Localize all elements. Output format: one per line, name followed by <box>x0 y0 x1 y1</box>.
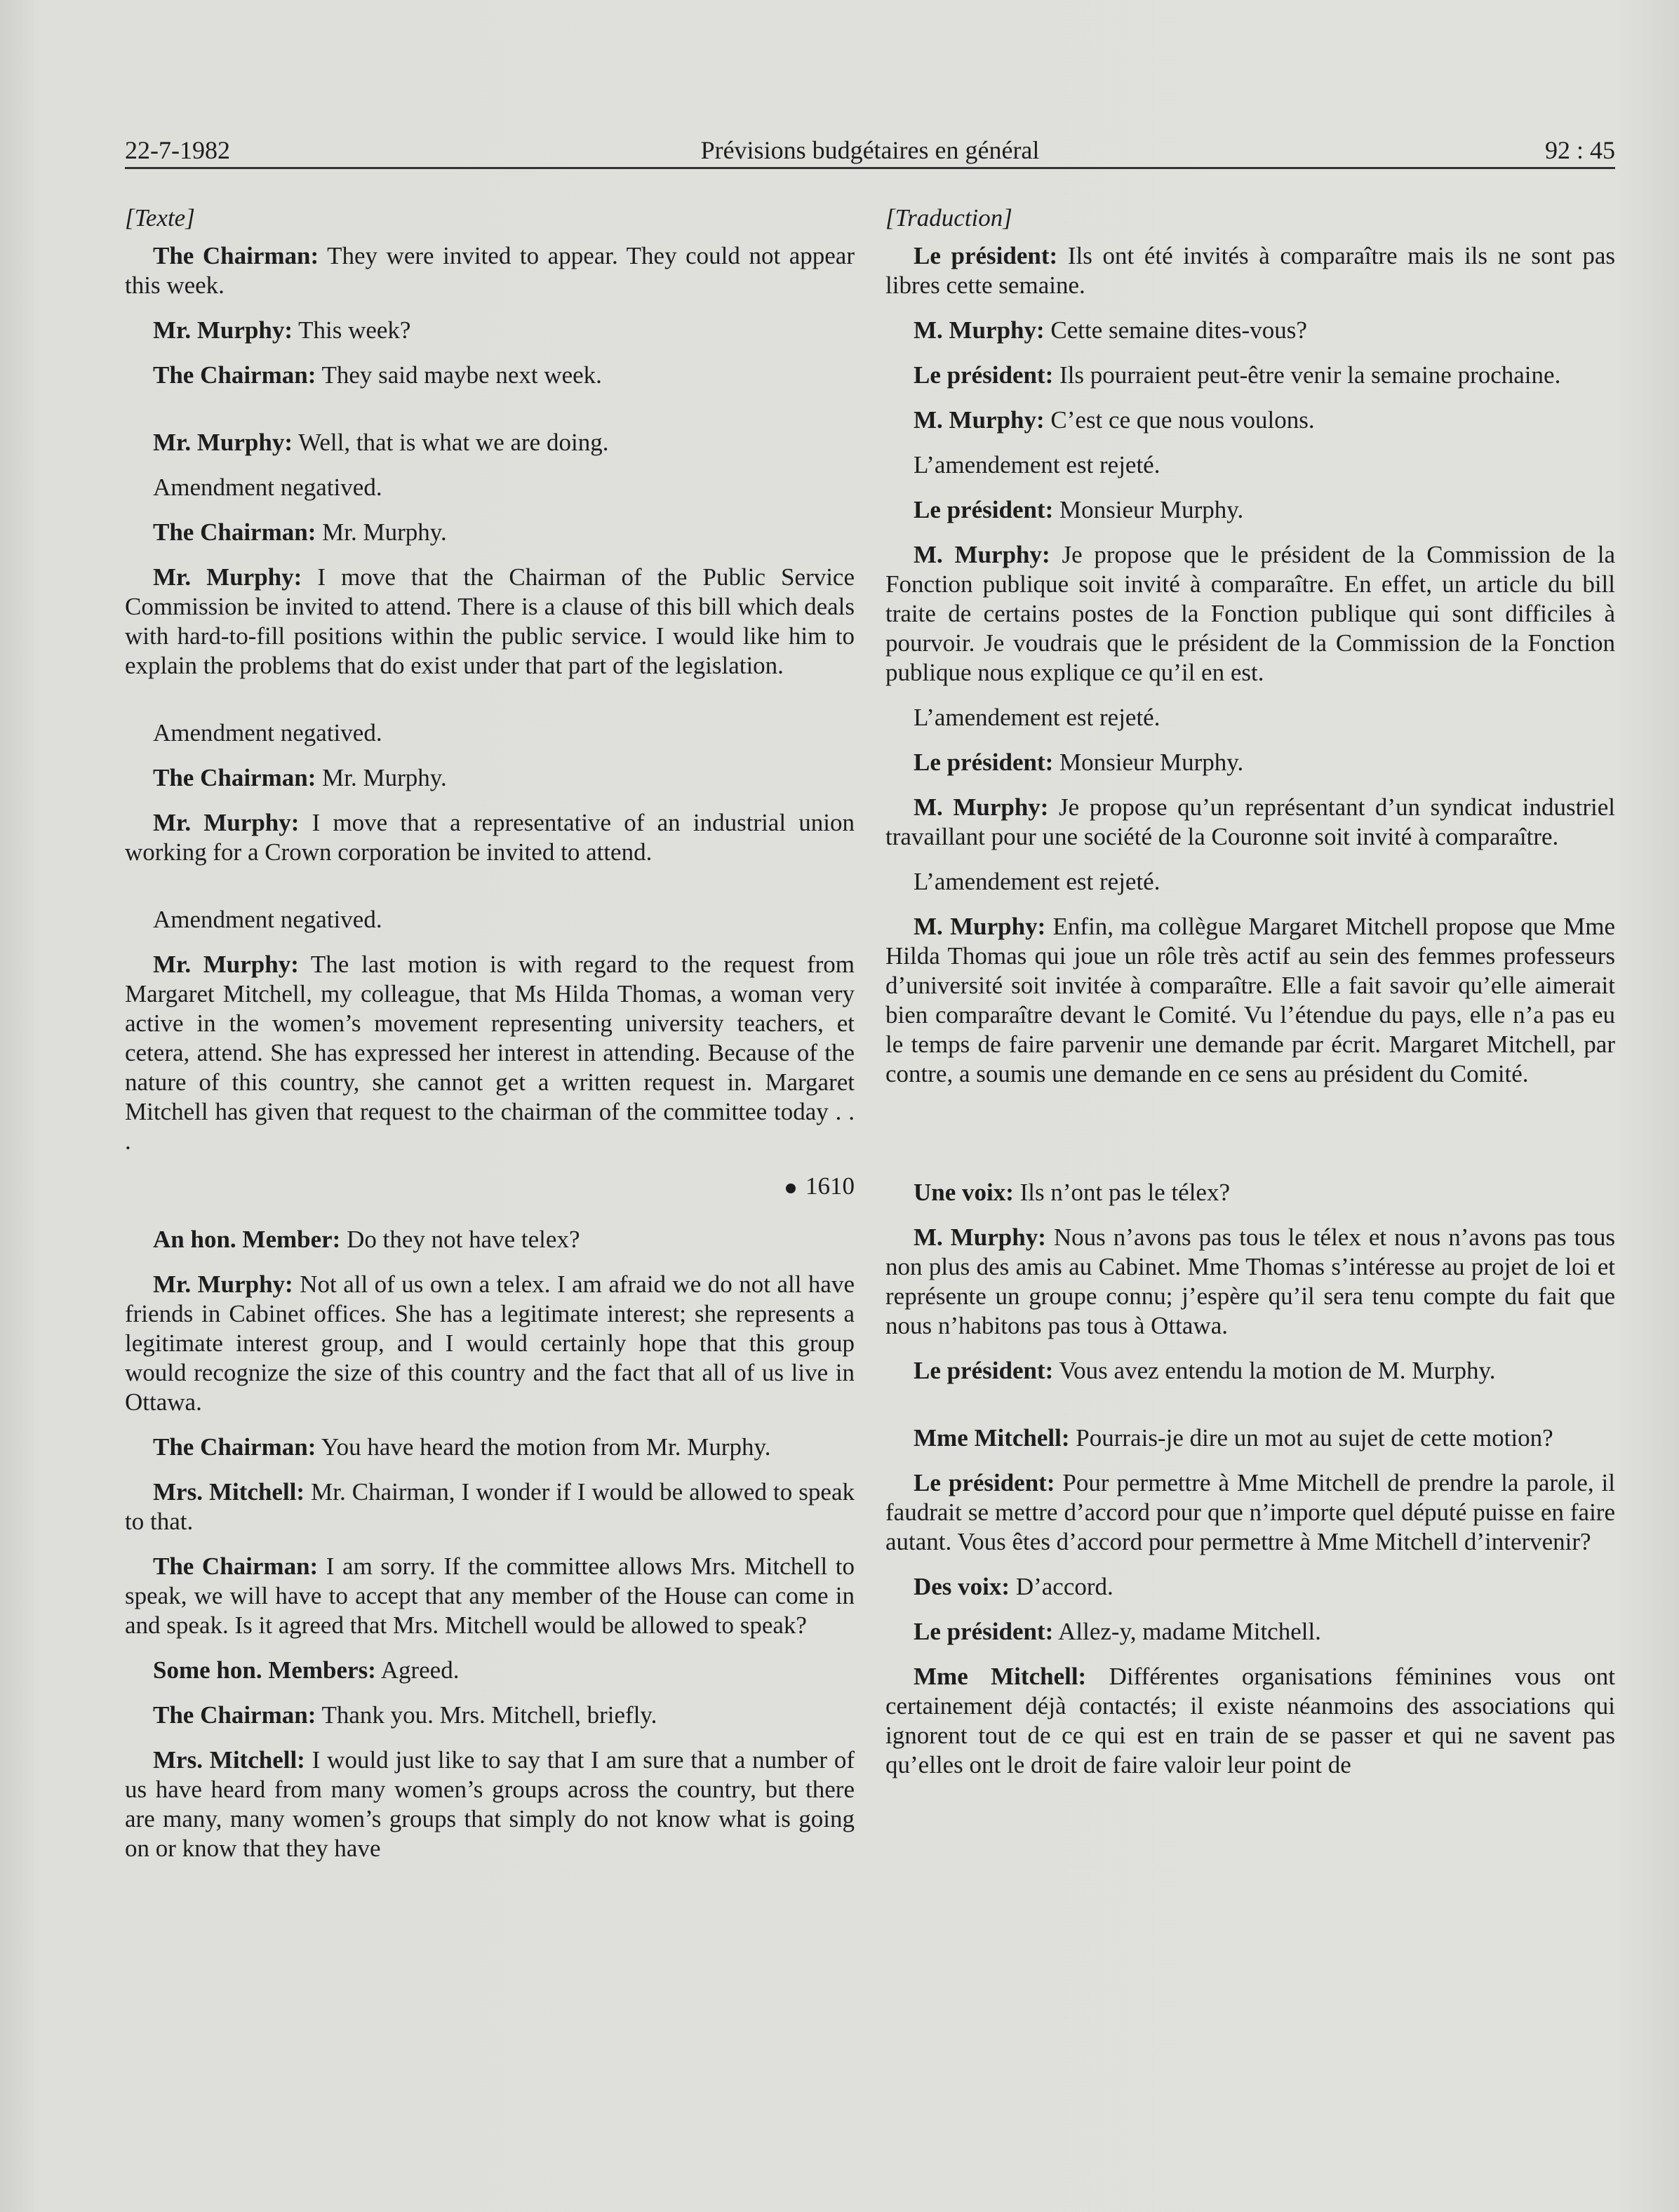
speech <box>125 316 855 345</box>
speech-text: This week? <box>292 316 411 344</box>
speech <box>125 518 855 547</box>
speech-text: Mr. Chairman, I wonder if I would be allowed to speak to that. <box>125 1478 855 1535</box>
speech-text: Ils pourraient peut-être venir la semaine prochaine. <box>1053 361 1561 389</box>
speech <box>885 1223 1615 1341</box>
procedural-note: Amendment negatived. <box>153 719 382 746</box>
procedural-note: L’amendement est rejeté. <box>914 451 1160 478</box>
speech <box>885 241 1615 300</box>
speaker: The Chairman: <box>153 764 316 791</box>
french-column <box>885 203 1615 1795</box>
speaker: Le président: <box>914 242 1058 269</box>
speech-text: Mr. Murphy. <box>316 518 447 546</box>
header-date: 22-7-1982 <box>125 136 230 164</box>
speech-text: Ils n’ont pas le télex? <box>1013 1179 1231 1206</box>
speaker: Le président: <box>914 1618 1054 1645</box>
speech <box>885 1617 1615 1647</box>
speech-text: Différentes organisations féminines vous ont certainement déjà contactés; il existe néanmoins des associations qui ignorent tout de ce qui est en train de se passer et qui ne savent pas qu’elles ont le droit de faire valoir leur point de <box>885 1663 1616 1778</box>
speaker: Mr. Murphy: <box>153 809 300 836</box>
speaker: The Chairman: <box>153 1553 319 1580</box>
speech-text: I move that a representative of an industrial union working for a Crown corporation be invited to attend. <box>125 809 855 866</box>
speech <box>125 1433 855 1462</box>
speech <box>885 540 1615 688</box>
speech <box>885 1468 1615 1557</box>
bullet-icon <box>786 1184 796 1193</box>
speech-text: You have heard the motion from Mr. Murphy. <box>316 1433 771 1461</box>
speech <box>125 241 855 300</box>
speech <box>885 1356 1615 1386</box>
speech <box>885 495 1615 525</box>
speech <box>125 1270 855 1417</box>
speaker: Mr. Murphy: <box>153 951 299 978</box>
speaker: M. Murphy: <box>914 316 1045 344</box>
speech-text: Monsieur Murphy. <box>1053 496 1244 523</box>
speech <box>885 748 1615 777</box>
speaker: M. Murphy: <box>914 913 1046 940</box>
speech <box>125 763 855 793</box>
speaker: Mr. Murphy: <box>153 316 293 344</box>
speech-text: Enfin, ma collègue Margaret Mitchell propose que Mme Hilda Thomas qui joue un rôle très actif au sein des femmes professeurs d’université soit invitée à comparaître. Elle a fait savoir qu’elle aimerait bien comparaître devant le Comité. Vu l’étendue du pays, elle n’a pas eu le temps de faire parvenir une demande par écrit. Margaret Mitchell, par contre, a soumis une demande en ce sens au président du Comité. <box>885 913 1616 1087</box>
speaker: An hon. Member: <box>153 1226 341 1253</box>
speech-text: Ils ont été invités à comparaître mais ils ne sont pas libres cette semaine. <box>885 242 1615 299</box>
header-title: Prévisions budgétaires en général <box>700 136 1040 164</box>
speech-text: Pourrais-je dire un mot au sujet de cette motion? <box>1069 1424 1553 1452</box>
speech-text: I am sorry. If the committee allows Mrs. Mitchell to speak, we will have to accept that any member of the House can come in and speak. Is it agreed that Mrs. Mitchell would be allowed to speak? <box>125 1553 855 1639</box>
speech <box>885 1662 1615 1780</box>
speech <box>885 361 1615 390</box>
speech-text: Vous avez entendu la motion de M. Murphy. <box>1053 1357 1496 1384</box>
speaker: Des voix: <box>914 1573 1010 1600</box>
speaker: The Chairman: <box>153 361 316 389</box>
speech-text: Je propose que le président de la Commission de la Fonction publique soit invité à comparaître. En effet, un article du bill traite de certains postes de la Fonction publique qui sont difficiles à pourvoir. Je voudrais que le président de la Commission de la Fonction publique nous explique ce qu’il en est. <box>885 541 1616 686</box>
speech-text: Mr. Murphy. <box>316 764 447 791</box>
speaker: The Chairman: <box>153 242 319 269</box>
speech-text: Not all of us own a telex. I am afraid we do not all have friends in Cabinet offices. She has a legitimate interest; she represents a legitimate interest group, and I would certainly hope that this group would recognize the size of this country and the fact that all of us live in Ottawa. <box>125 1271 855 1416</box>
speech <box>125 1656 855 1685</box>
speech <box>885 405 1615 435</box>
speech <box>125 1745 855 1863</box>
speaker: M. Murphy: <box>914 541 1050 568</box>
speech <box>125 1477 855 1536</box>
speech <box>125 808 855 867</box>
speech-text: Nous n’avons pas tous le télex et nous n’avons pas tous non plus des amis au Cabinet. Mme Thomas s’intéresse au projet de loi et représente un groupe connu; j’espère qu’il sera tenu compte du fait que nous n’habitons pas tous à Ottawa. <box>885 1224 1615 1339</box>
speaker: Le président: <box>914 1357 1054 1384</box>
speaker: Mrs. Mitchell: <box>153 1478 305 1506</box>
speech <box>125 428 855 457</box>
speech-text: Cette semaine dites-vous? <box>1044 316 1307 344</box>
speech-text: Agreed. <box>375 1656 460 1684</box>
section-label-french: [Traduction] <box>885 204 1012 232</box>
section-label-english: [Texte] <box>125 204 195 232</box>
speech-text: Well, that is what we are doing. <box>292 429 609 456</box>
speech <box>885 912 1615 1089</box>
speaker: Une voix: <box>914 1179 1014 1206</box>
speech <box>125 950 855 1156</box>
speech-text: Allez-y, madame Mitchell. <box>1053 1618 1321 1645</box>
speaker: Mr. Murphy: <box>153 429 293 456</box>
speech <box>885 1423 1615 1453</box>
speaker: The Chairman: <box>153 1701 316 1729</box>
speech-text: They said maybe next week. <box>316 361 602 389</box>
procedural-note: L’amendement est rejeté. <box>914 704 1160 731</box>
speech <box>885 1178 1615 1207</box>
speaker: The Chairman: <box>153 1433 316 1461</box>
speech-text: Pour permettre à Mme Mitchell de prendre la parole, il faudrait se mettre d’accord pour que n’importe quel député puisse en faire autant. Vous êtes d’accord pour permettre à Mme Mitchell d’intervenir? <box>885 1469 1615 1555</box>
speaker: Le président: <box>914 361 1054 389</box>
speaker: Mr. Murphy: <box>153 1271 293 1298</box>
speech <box>125 1225 855 1254</box>
header-page-number: 92 : 45 <box>1544 136 1615 164</box>
time-marker-text: 1610 <box>805 1172 855 1200</box>
speaker: Mme Mitchell: <box>914 1424 1070 1452</box>
speech <box>885 316 1615 345</box>
speaker: M. Murphy: <box>914 793 1049 821</box>
speaker: M. Murphy: <box>914 406 1045 434</box>
speaker: The Chairman: <box>153 518 316 546</box>
speech <box>885 1572 1615 1602</box>
page-header <box>125 123 1615 169</box>
speech-text: C’est ce que nous voulons. <box>1044 406 1315 434</box>
speech-text: They were invited to appear. They could not appear this week. <box>125 242 855 299</box>
time-marker <box>125 1172 855 1201</box>
speech <box>125 361 855 390</box>
speech <box>125 1552 855 1640</box>
speaker: Le président: <box>914 1469 1055 1496</box>
speech-text: Monsieur Murphy. <box>1053 749 1244 776</box>
speaker: Mme Mitchell: <box>914 1663 1087 1690</box>
speech-text: I move that the Chairman of the Public Service Commission be invited to attend. There is a clause of this bill which deals with hard-to-fill positions within the public service. I would like him to explain the problems that do exist under that part of the legislation. <box>125 563 855 679</box>
procedural-note: Amendment negatived. <box>153 906 382 933</box>
procedural-note: L’amendement est rejeté. <box>914 868 1160 895</box>
speech-text: Je propose qu’un représentant d’un syndicat industriel travaillant pour une société de la Couronne soit invité à comparaître. <box>885 793 1616 850</box>
speaker: M. Murphy: <box>914 1224 1046 1251</box>
speech <box>125 1701 855 1730</box>
speech <box>125 563 855 681</box>
speech-text: Do they not have telex? <box>340 1226 580 1253</box>
speech <box>885 793 1615 852</box>
speech-text: Thank you. Mrs. Mitchell, briefly. <box>316 1701 657 1729</box>
speech-text: I would just like to say that I am sure that a number of us have heard from many women’s groups across the country, but there are many, many women’s groups that simply do not know what is going on or know that they have <box>125 1746 855 1862</box>
speech-text: The last motion is with regard to the request from Margaret Mitchell, my colleague, that Ms Hilda Thomas, a woman very active in the women’s movement representing university teachers, et cetera, attend. She has expressed her interest in attending. Because of the nature of this country, she cannot get a written request in. Margaret Mitchell has given that request to the chairman of the committee today . . . <box>125 951 855 1155</box>
speaker: Some hon. Members: <box>153 1656 376 1684</box>
english-column <box>125 203 855 1879</box>
speaker: Le président: <box>914 749 1054 776</box>
speaker: Mr. Murphy: <box>153 563 302 591</box>
speaker: Mrs. Mitchell: <box>153 1746 305 1774</box>
procedural-note: Amendment negatived. <box>153 474 382 501</box>
speech-text: D’accord. <box>1010 1573 1113 1600</box>
speaker: Le président: <box>914 496 1054 523</box>
